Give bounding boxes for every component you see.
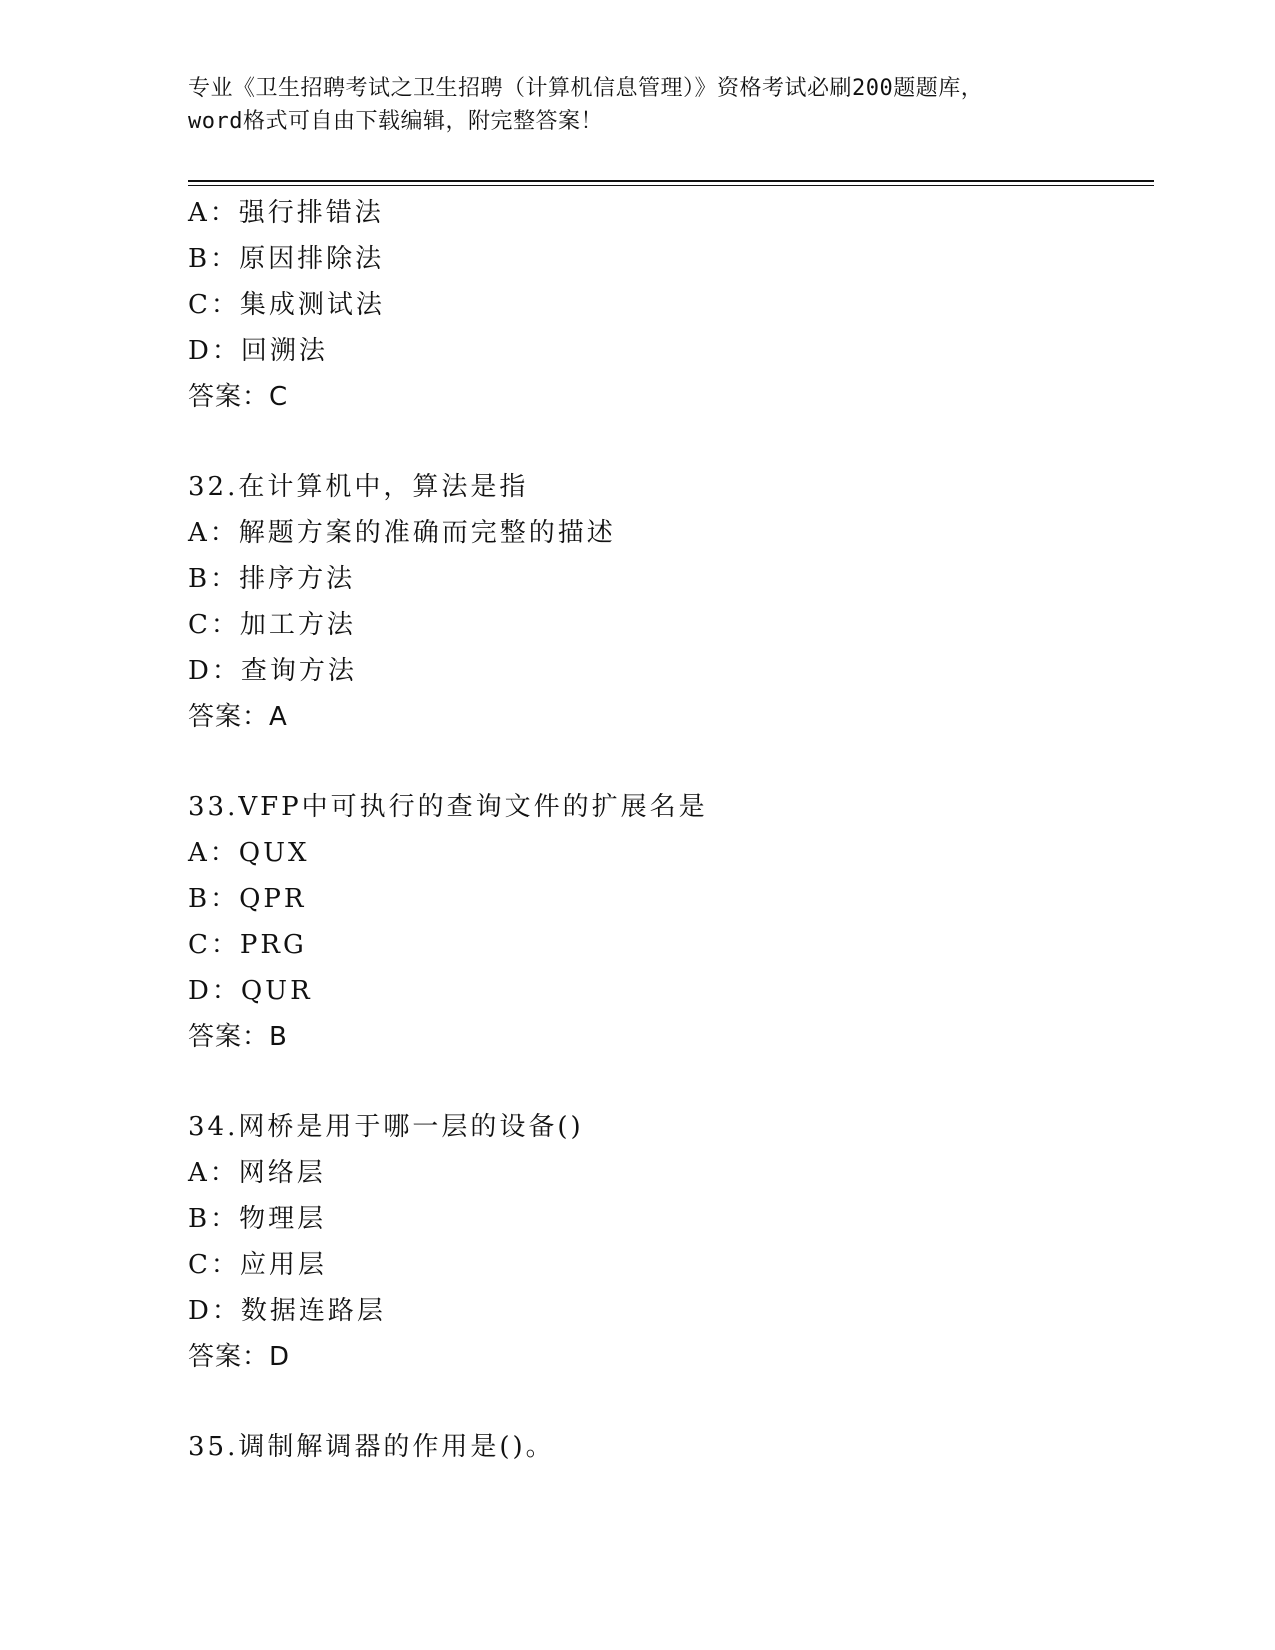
question-text: 33.VFP中可执行的查询文件的扩展名是 <box>188 792 708 822</box>
option-b: B：排序方法 <box>188 564 356 594</box>
document-header <box>188 72 1088 138</box>
question-block-34 <box>188 1104 1148 1380</box>
answer-line: 答案：B <box>188 1022 288 1052</box>
question-block-35 <box>188 1424 1148 1470</box>
option-c: C：应用层 <box>188 1250 327 1280</box>
question-list <box>188 190 1148 1470</box>
question-block-31 <box>188 190 1148 420</box>
option-b: B：QPR <box>188 884 307 914</box>
header-divider-thin <box>188 185 1154 186</box>
header-line-1: 专业《卫生招聘考试之卫生招聘（计算机信息管理）》资格考试必刷200题题库， <box>188 76 984 101</box>
header-line-2: word格式可自由下载编辑，附完整答案！ <box>188 109 603 134</box>
option-c: C：PRG <box>188 930 307 960</box>
option-a: A：解题方案的准确而完整的描述 <box>188 518 616 548</box>
answer-line: 答案：A <box>188 702 288 732</box>
option-d: D：QUR <box>188 976 313 1006</box>
option-d: D：回溯法 <box>188 336 328 366</box>
option-d: D：查询方法 <box>188 656 357 686</box>
question-text: 34.网桥是用于哪一层的设备() <box>188 1112 584 1142</box>
option-c: C：加工方法 <box>188 610 356 640</box>
option-a: A：网络层 <box>188 1158 326 1188</box>
option-a: A：QUX <box>188 838 310 868</box>
option-c: C：集成测试法 <box>188 290 385 320</box>
question-block-32 <box>188 464 1148 740</box>
question-text: 35.调制解调器的作用是()。 <box>188 1432 555 1462</box>
option-a: A：强行排错法 <box>188 198 384 228</box>
question-block-33 <box>188 784 1148 1060</box>
answer-line: 答案：C <box>188 382 289 412</box>
option-b: B：物理层 <box>188 1204 327 1234</box>
option-d: D：数据连路层 <box>188 1296 386 1326</box>
header-divider-thick <box>188 180 1154 182</box>
question-text: 32.在计算机中，算法是指 <box>188 472 529 502</box>
option-b: B：原因排除法 <box>188 244 385 274</box>
answer-line: 答案：D <box>188 1342 291 1372</box>
